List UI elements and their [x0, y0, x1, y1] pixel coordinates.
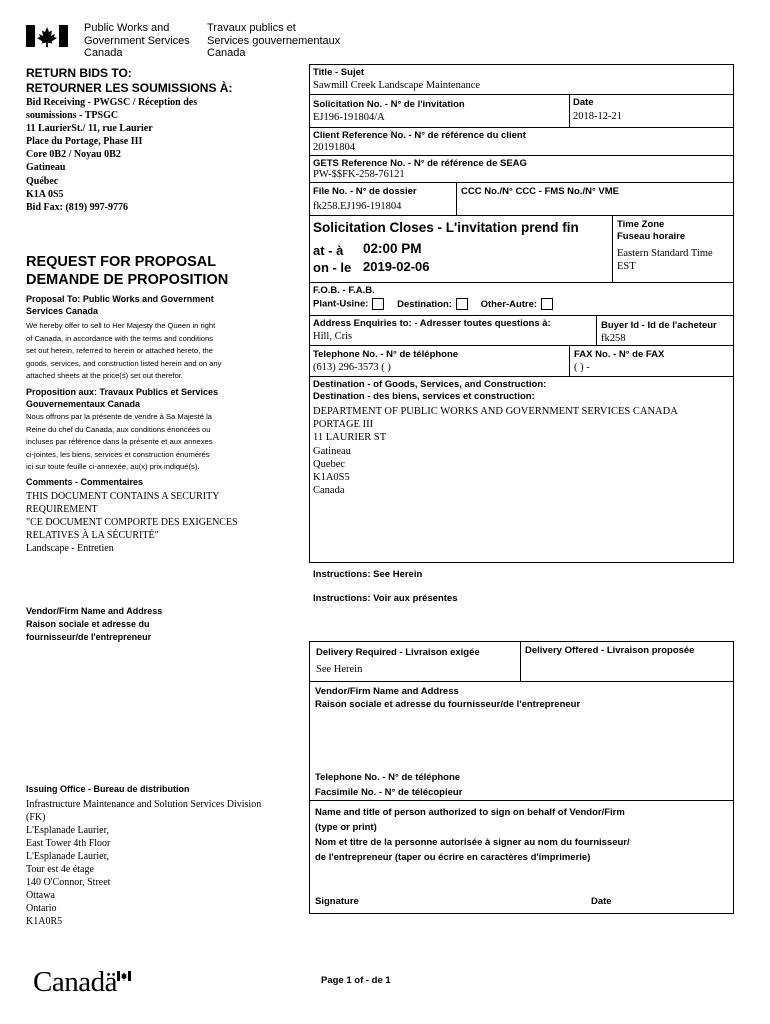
vendor-firm-label — [315, 685, 580, 711]
return-bids-address — [26, 96, 197, 214]
destination-line: DEPARTMENT OF PUBLIC WORKS AND GOVERNMENT SERVICES CANADA — [313, 406, 678, 417]
offer-line: ci-jointes, les biens, services et construction énumérés — [26, 449, 210, 459]
fob-label: F.O.B. - F.A.B. — [313, 285, 375, 296]
offer-line: attached sheets at the price(s) set out therefor. — [26, 371, 184, 381]
destination-line: Gatineau — [313, 445, 351, 457]
proposal-to-line: Proposal To: Public Works and Government — [26, 294, 214, 304]
office-line: Ottawa — [26, 890, 55, 901]
closing-time-label: at - à — [313, 243, 344, 258]
gets-ref-label: GETS Reference No. - N° de référence de SEAG — [313, 158, 527, 169]
office-line: Infrastructure Maintenance and Solution Services Division — [26, 799, 262, 810]
date-label: Date — [573, 97, 594, 108]
address-line: Core 0B2 / Noyau 0B2 — [26, 149, 121, 161]
return-bids-title-en: RETURN BIDS TO: — [26, 66, 132, 80]
request-title-en: REQUEST FOR PROPOSAL — [26, 254, 217, 270]
telephone-label: Telephone No. - N° de téléphone — [313, 349, 459, 360]
authorized-person-label — [315, 805, 630, 865]
gov-name-fr-line: Services gouvernementaux — [207, 34, 341, 47]
proposal-to-line: Gouvernementaux Canada — [26, 399, 141, 409]
vendor-label-line: Raison sociale et adresse du — [26, 619, 150, 629]
wordmark-flag-icon — [117, 968, 131, 978]
address-line: Place du Portage, Phase III — [26, 136, 143, 148]
divider — [309, 127, 734, 128]
time-zone-value-line: Eastern Standard Time — [617, 248, 713, 259]
gov-name-fr-line: Travaux publics et — [207, 22, 296, 34]
destination-label — [313, 379, 546, 403]
signature-label: Signature — [315, 896, 359, 907]
fax-label: FAX No. - N° de FAX — [574, 349, 665, 360]
fax-value: ( ) - — [574, 362, 590, 373]
other-checkbox[interactable] — [541, 298, 553, 310]
address-line: soumissions - TPSGC — [26, 110, 119, 122]
canada-flag-logo — [26, 25, 68, 47]
flag-icon — [26, 25, 68, 47]
solicitation-closes-title: Solicitation Closes - L'invitation prend fin — [313, 220, 579, 235]
authorized-person-label-line: de l'entrepreneur (taper ou écrire en caractères d'imprimerie) — [315, 852, 591, 863]
divider — [309, 215, 734, 216]
destination-option-label: Destination: — [397, 298, 452, 310]
offer-line: Nous offrons par la présente de vendre à Sa Majesté la — [26, 412, 213, 421]
title-label: Title - Sujet — [313, 67, 365, 78]
instructions-en: Instructions: See Herein — [313, 569, 423, 580]
divider — [309, 315, 734, 316]
request-title-fr: DEMANDE DE PROPOSITION — [26, 272, 229, 288]
office-line: Tour est 4e étage — [26, 864, 94, 875]
file-no-value: fk258.EJ196-191804 — [313, 201, 402, 212]
time-zone-label — [617, 219, 685, 243]
address-line: 11 LaurierSt./ 11, rue Laurier — [26, 123, 153, 135]
signature-date-label: Date — [591, 896, 612, 907]
gov-name-fr-line: Canada — [207, 47, 246, 59]
proposal-to-fr — [26, 386, 218, 410]
solicitation-value: EJ196-191804/A — [313, 112, 385, 123]
office-line: L'Esplanade Laurier, — [26, 825, 110, 836]
plant-checkbox[interactable] — [372, 298, 384, 310]
divider — [596, 315, 597, 345]
closing-date-value: 2019-02-06 — [363, 259, 430, 274]
offer-line: Reine du chef du Canada, aux conditions énoncées ou — [26, 424, 211, 434]
vendor-facsimile-label: Facsimile No. - N° de télécopieur — [315, 787, 463, 798]
vendor-telephone-label: Telephone No. - N° de téléphone — [315, 772, 461, 783]
vendor-label-line: Vendor/Firm Name and Address — [26, 606, 163, 616]
offer-line: set out herein, referred to herein or attached hereto, the — [26, 346, 214, 356]
divider — [456, 182, 457, 215]
gov-name-fr — [207, 22, 340, 60]
divider — [309, 182, 734, 183]
address-line: Bid Receiving - PWGSC / Réception des — [26, 97, 198, 108]
divider — [569, 94, 570, 127]
office-line: L'Esplanade Laurier, — [26, 851, 110, 862]
destination-label-line: Destination - of Goods, Services, and Construction: — [313, 379, 547, 390]
solicitation-label: Solicitation No. - N° de l'invitation — [313, 99, 465, 110]
issuing-office-label: Issuing Office - Bureau de distribution — [26, 784, 190, 794]
office-line: Ontario — [26, 903, 57, 914]
date-value: 2018-12-21 — [573, 111, 622, 122]
closing-time-value: 02:00 PM — [363, 241, 422, 256]
time-zone-value-line: EST — [617, 261, 636, 272]
buyer-id-label: Buyer Id - Id de l'acheteur — [601, 320, 717, 331]
bid-fax: Bid Fax: (819) 997-9776 — [26, 201, 128, 213]
proposal-to-line: Services Canada — [26, 306, 99, 316]
office-line: (FK) — [26, 812, 46, 823]
office-line: K1A0R5 — [26, 916, 63, 927]
destination-line: Canada — [313, 485, 345, 497]
telephone-value: (613) 296-3573 ( ) — [313, 362, 391, 373]
offer-line: incluses par référence dans la présente et aux annexes — [26, 437, 213, 447]
comment-line: REQUIREMENT — [26, 504, 98, 515]
proposal-to-en — [26, 293, 214, 317]
offer-text-fr — [26, 411, 213, 474]
return-bids-title-fr: RETOURNER LES SOUMISSIONS À: — [26, 81, 233, 95]
office-line: 140 O'Connor, Street — [26, 877, 111, 888]
destination-line: PORTAGE III — [313, 419, 374, 431]
canada-wordmark: Canadä — [33, 966, 117, 998]
gov-name-en-line: Public Works and — [84, 22, 170, 34]
signature-field[interactable] — [312, 890, 582, 912]
comment-line: "CE DOCUMENT COMPORTE DES EXIGENCES — [26, 517, 238, 528]
other-option-label: Other-Autre: — [480, 298, 538, 310]
time-zone-label-line: Fuseau horaire — [617, 231, 686, 242]
address-enquiries-label: Address Enquiries to: - Adresser toutes questions à: — [313, 318, 551, 329]
address-line: Québec — [26, 175, 59, 187]
divider — [309, 94, 734, 95]
proposal-to-line: Proposition aux: Travaux Publics et Services — [26, 387, 219, 397]
destination-line: 11 LAURIER ST — [313, 432, 387, 444]
authorized-person-input[interactable] — [312, 866, 731, 890]
gov-name-en-line: Canada — [84, 47, 123, 59]
delivery-required-value: See Herein — [316, 664, 363, 675]
vendor-firm-label-line: Raison sociale et adresse du fournisseur/de l'entrepreneur — [315, 699, 581, 710]
vendor-firm-label-left — [26, 605, 162, 644]
divider — [309, 681, 734, 682]
offer-line: ici sur toute feuille ci-annexée, au(x) prix indiqué(s). — [26, 462, 200, 472]
comment-line: THIS DOCUMENT CONTAINS A SECURITY — [26, 491, 220, 502]
gets-ref-value: PW-$$FK-258-76121 — [313, 169, 405, 180]
divider — [612, 215, 613, 282]
offer-line: goods, services, and construction listed herein and on any — [26, 358, 222, 368]
divider — [309, 282, 734, 283]
office-line: East Tower 4th Floor — [26, 838, 111, 849]
plant-option-label: Plant-Usine: — [313, 298, 369, 310]
comment-line: RELATIVES À LA SÉCURITÉ" — [26, 530, 159, 541]
divider — [309, 155, 734, 156]
closing-date-label: on - le — [313, 260, 352, 275]
divider — [309, 345, 734, 346]
buyer-id-value: fk258 — [601, 333, 626, 344]
delivery-offered-label: Delivery Offered - Livraison proposée — [525, 645, 695, 656]
instructions-fr: Instructions: Voir aux présentes — [313, 593, 458, 604]
divider — [309, 800, 734, 801]
destination-address — [313, 405, 678, 497]
destination-checkbox[interactable] — [456, 298, 468, 310]
issuing-office-address — [26, 798, 261, 928]
title-value: Sawmill Creek Landscape Maintenance — [313, 80, 481, 91]
divider — [569, 345, 570, 376]
time-zone-value — [617, 247, 713, 273]
signature-date-field[interactable] — [588, 890, 730, 912]
client-ref-value: 20191804 — [313, 142, 355, 153]
offer-text-en — [26, 320, 221, 383]
authorized-person-label-line: (type or print) — [315, 822, 377, 833]
address-enquiries-value: Hill, Cris — [313, 331, 353, 342]
time-zone-label-line: Time Zone — [617, 219, 665, 230]
vendor-firm-label-line: Vendor/Firm Name and Address — [315, 686, 459, 697]
vendor-label-line: fournisseur/de l'entrepreneur — [26, 632, 152, 642]
gov-name-en — [84, 22, 190, 60]
authorized-person-label-line: Name and title of person authorized to sign on behalf of Vendor/Firm — [315, 807, 625, 818]
comments-label: Comments - Commentaires — [26, 477, 144, 487]
address-line: K1A 0S5 — [26, 188, 64, 200]
delivery-required-label: Delivery Required - Livraison exigée — [316, 647, 480, 658]
file-no-label: File No. - N° de dossier — [313, 186, 417, 197]
divider — [520, 641, 521, 681]
offer-line: of Canada, in accordance with the terms and conditions — [26, 333, 213, 343]
destination-line: K1A0S5 — [313, 472, 350, 484]
gov-name-en-line: Government Services — [84, 34, 190, 47]
page-number: Page 1 of - de 1 — [321, 975, 391, 986]
vendor-firm-input[interactable] — [312, 712, 731, 768]
authorized-person-label-line: Nom et titre de la personne autorisée à signer au nom du fournisseur/ — [315, 837, 630, 848]
destination-line: Quebec — [313, 458, 346, 470]
address-line: Gatineau — [26, 162, 66, 174]
divider — [309, 376, 734, 377]
request-title — [26, 253, 228, 289]
client-ref-label: Client Reference No. - N° de référence du client — [313, 130, 526, 141]
destination-label-line: Destination - des biens, services et construction: — [313, 391, 535, 402]
fob-options — [313, 298, 553, 310]
comment-line: Landscape - Entretien — [26, 543, 114, 554]
offer-line: We hereby offer to sell to Her Majesty the Queen in right — [26, 321, 216, 330]
ccc-no-label: CCC No./N° CCC - FMS No./N° VME — [461, 186, 620, 197]
mini-flag-icon — [117, 971, 131, 981]
return-bids-title — [26, 66, 232, 96]
comments-text — [26, 490, 238, 555]
